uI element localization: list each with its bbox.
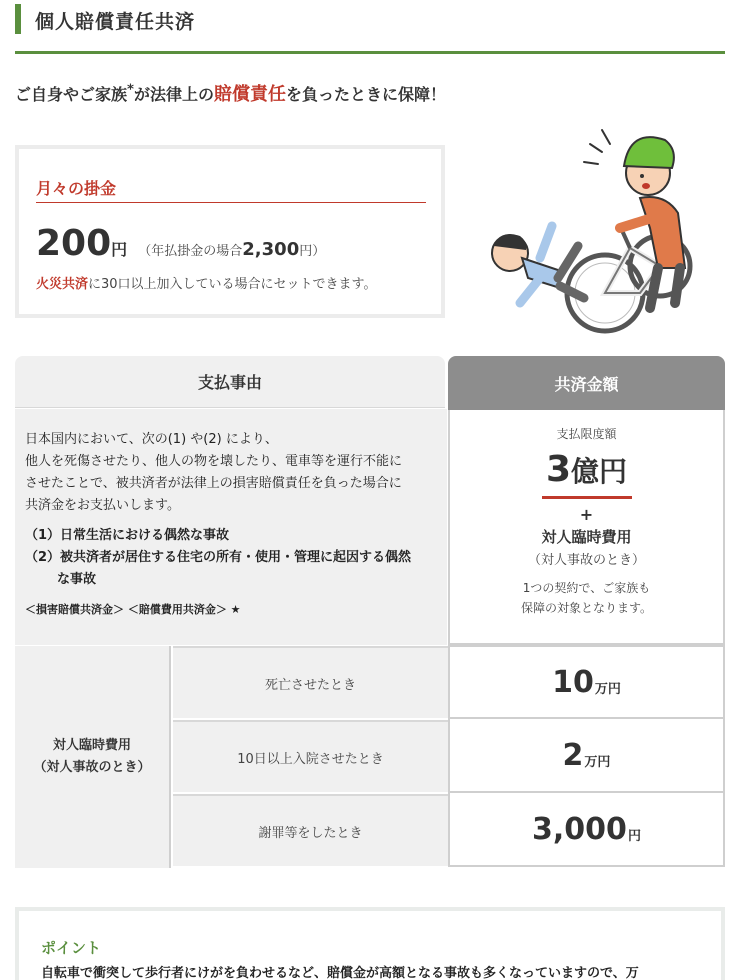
payment-reason-cell: 日本国内において、次の(1) や(2) により、 他人を死傷させたり、他人の物を壊したり、電車等を運行不能に させたことで、被共済者が法律上の損害賠償責任を負った場合に 共済金をお支払いします。 （1）日常生活における偶然な事故 （2）被共済者が居住する住宅の所有・使用・管理に起因する偶然 な事故 ＜損害賠償共済金＞ ＜賠償費用共済金＞ ★	[15, 409, 447, 645]
lead-text: ご自身やご家族*が法律上の賠償責任を負ったときに保障！	[15, 82, 447, 105]
amount-death: 10 万円	[448, 645, 725, 719]
column-header-amount: 共済金額	[448, 356, 725, 410]
family-coverage-note: 1つの契約で、ご家族も 保障の対象となります。	[520, 581, 653, 615]
point-box	[15, 907, 725, 980]
annual-premium: （年払掛金の場合2,300円）	[138, 239, 326, 260]
list-item: （2）被共済者が居住する住宅の所有・使用・管理に起因する偶然 な事故	[25, 550, 412, 587]
limit-amount: 3億円	[545, 449, 628, 490]
column-header-reason: 支払事由	[15, 356, 445, 408]
premium-box	[15, 145, 445, 318]
premium-note: 火災共済に30口以上加入している場合にセットできます。	[36, 277, 377, 292]
extra-cost-note: （対人事故のとき）	[527, 553, 645, 568]
section-header	[15, 4, 725, 54]
amount-apology: 3,000 円	[448, 793, 725, 867]
reason-list	[25, 525, 447, 591]
limit-underline	[542, 496, 632, 499]
premium-title: 月々の掛金	[36, 179, 117, 198]
monthly-amount: 200	[36, 223, 112, 264]
extra-cost-row-label: 対人臨時費用 （対人事故のとき）	[15, 646, 171, 868]
amount-hospitalization: 2 万円	[448, 719, 725, 793]
page-title: 個人賠償責任共済	[35, 11, 196, 33]
plus-sign: +	[579, 505, 594, 524]
limit-label: 支払限度額	[556, 427, 617, 441]
coverage-table	[15, 356, 725, 868]
point-text: 自転車で衝突して歩行者にけがを負わせるなど、賠償金が高額となる事故も多くなっていますので、万	[41, 966, 639, 980]
premium-divider	[36, 202, 426, 203]
lead-emphasis: 賠償責任	[214, 84, 287, 105]
coverage-limit-cell	[448, 410, 725, 645]
condition-death: 死亡させたとき	[173, 646, 448, 718]
condition-hospitalization: 10日以上入院させたとき	[173, 720, 448, 792]
bicycle-accident-illustration	[480, 118, 700, 343]
header-accent-bar	[15, 4, 21, 34]
point-title: ポイント	[41, 939, 102, 957]
premium-amount-line: 200円 （年払掛金の場合2,300円）	[36, 223, 326, 264]
condition-apology: 謝罪等をしたとき	[173, 794, 448, 866]
list-item: （1）日常生活における偶然な事故	[25, 528, 230, 543]
extra-cost-title: 対人臨時費用	[541, 528, 632, 546]
reason-footnote: ＜損害賠償共済金＞ ＜賠償費用共済金＞ ★	[25, 603, 241, 616]
